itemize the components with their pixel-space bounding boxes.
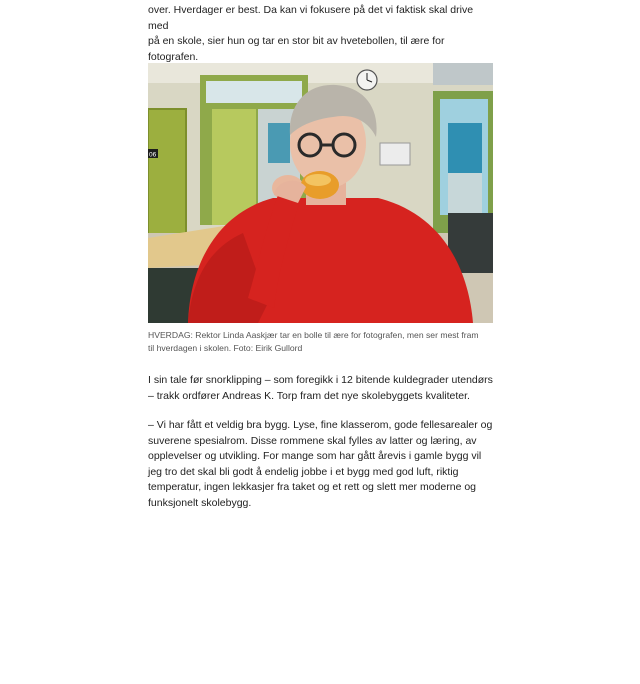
photo-caption — [148, 329, 494, 355]
text-line: – Vi har fått et veldig bra bygg. Lyse, fine klasserom, gode fellesarealer og — [148, 419, 493, 431]
text-line: fotografen. — [148, 50, 199, 63]
paragraph-quote — [148, 418, 494, 496]
article-photo — [148, 63, 493, 323]
text-line: over. Hverdager er best. Da kan vi fokusere på det vi faktisk skal drive med — [148, 4, 474, 32]
text-line: I sin tale før snorklipping – som foregikk i 12 bitende kuldegrader utendørs — [148, 374, 493, 386]
text-line: funksjonelt skolebygg. — [148, 497, 252, 509]
text-line: suverene spesialrom. Disse rommene skal fylles av latter og læring, av — [148, 434, 477, 447]
text-line: – trakk ordfører Andreas K. Torp fram det nye skolebyggets kvaliteter. — [148, 389, 470, 402]
door-number: 06 — [149, 151, 157, 159]
intro-paragraph — [148, 3, 494, 65]
caption-line: HVERDAG: Rektor Linda Aaskjær tar en bolle til ære for fotografen, men ser mest fram — [148, 330, 479, 340]
paragraph-mayor — [148, 373, 494, 404]
text-line: på en skole, sier hun og tar en stor bit av hvetebollen, til ære for — [148, 35, 445, 48]
text-line: temperatur, ingen lekkasjer fra taket og et rett og slett mer moderne og — [148, 481, 477, 494]
photo-illustration — [148, 63, 493, 323]
text-line: opplevelser og utvikling. For mange som har gått årevis i gamle bygg vil — [148, 450, 482, 463]
text-line: jeg tro det skal bli godt å endelig jobbe i et bygg med god luft, riktig — [148, 465, 459, 478]
paragraph-quote-end — [148, 496, 494, 512]
caption-line: til hverdagen i skolen. Foto: Eirik Gullord — [148, 343, 303, 353]
